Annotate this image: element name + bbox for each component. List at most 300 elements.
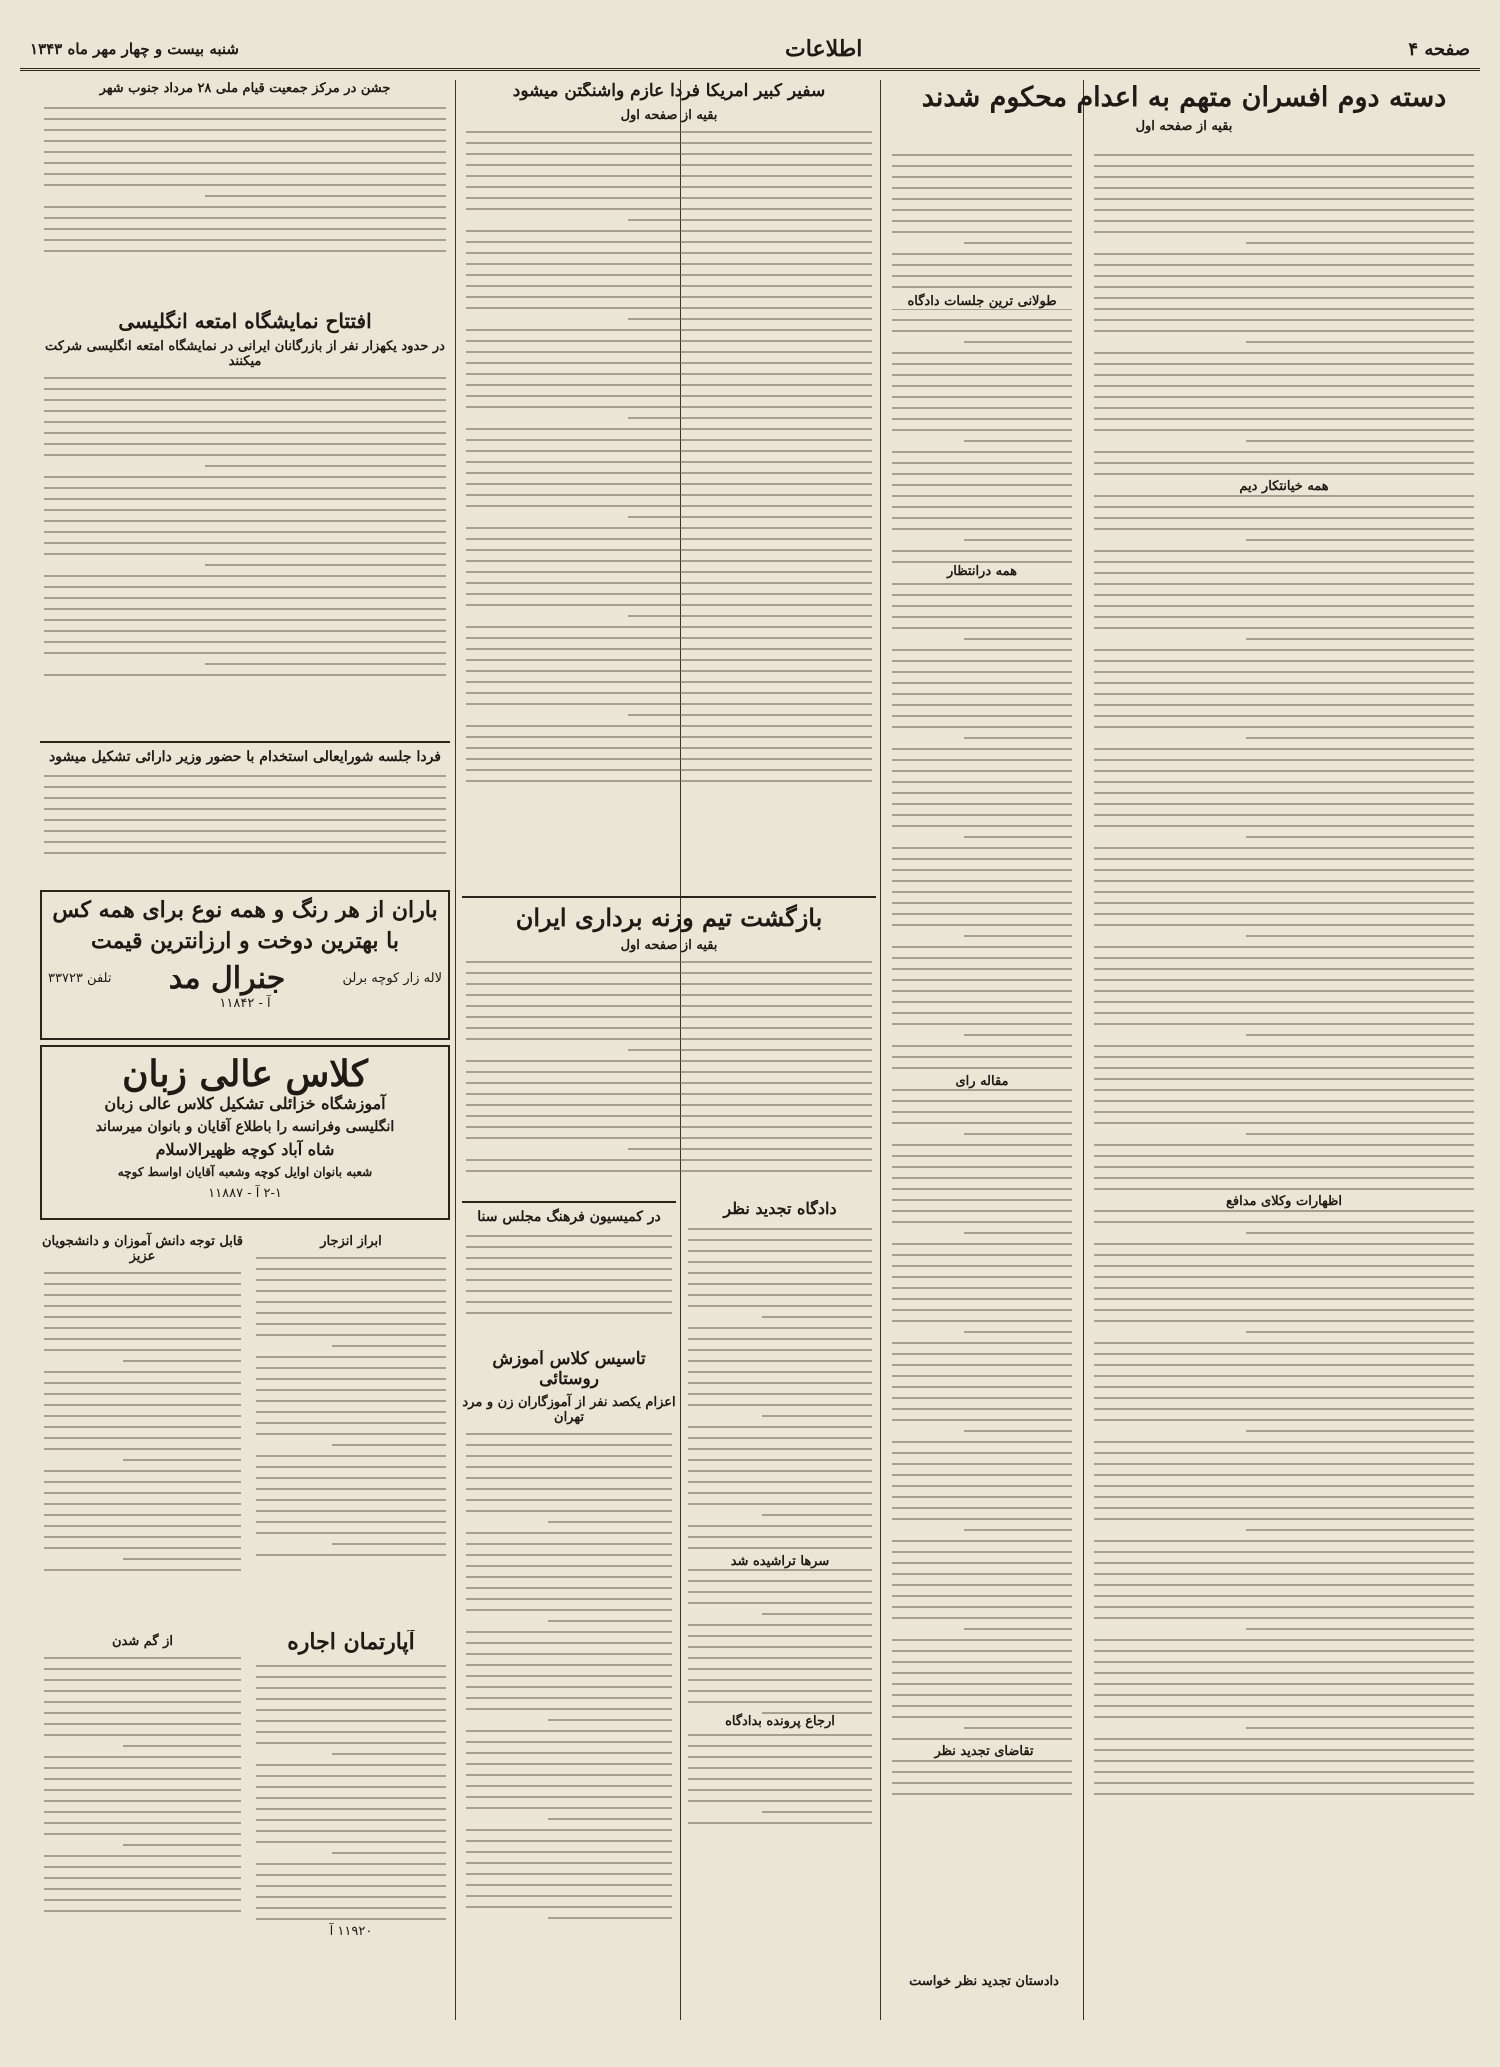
text-line bbox=[44, 1294, 241, 1296]
text-line bbox=[964, 1529, 1072, 1531]
text-line bbox=[892, 1496, 1072, 1498]
text-line bbox=[44, 1283, 241, 1285]
commission-headline: در کمیسیون فرهنگ مجلس سنا bbox=[477, 1209, 661, 1225]
text-line bbox=[466, 406, 872, 408]
text-line bbox=[762, 1613, 872, 1615]
text-line bbox=[1094, 1496, 1474, 1498]
text-line bbox=[123, 1844, 241, 1846]
text-line bbox=[762, 1415, 872, 1417]
text-line bbox=[44, 421, 446, 423]
text-line bbox=[44, 432, 446, 434]
text-line bbox=[256, 1521, 446, 1523]
text-line bbox=[1094, 979, 1474, 981]
text-line bbox=[892, 330, 1072, 332]
general-mod-code: آ - ۱۱۸۴۲ bbox=[219, 995, 271, 1011]
text-line bbox=[466, 983, 872, 985]
text-line bbox=[1094, 605, 1474, 607]
text-line bbox=[44, 630, 446, 632]
text-line bbox=[892, 605, 1072, 607]
text-line bbox=[892, 1265, 1072, 1267]
text-line bbox=[892, 1562, 1072, 1564]
text-line bbox=[892, 1716, 1072, 1718]
text-line bbox=[892, 847, 1072, 849]
text-line bbox=[688, 1261, 872, 1263]
text-line bbox=[892, 781, 1072, 783]
text-line bbox=[332, 1444, 446, 1446]
text-line bbox=[1094, 1573, 1474, 1575]
text-line bbox=[466, 1851, 672, 1853]
text-line bbox=[1094, 363, 1474, 365]
text-line bbox=[466, 285, 872, 287]
text-line bbox=[1094, 1694, 1474, 1696]
text-line bbox=[466, 1730, 672, 1732]
text-line bbox=[466, 439, 872, 441]
text-line bbox=[256, 1665, 446, 1667]
text-line bbox=[892, 1309, 1072, 1311]
text-line bbox=[1094, 1309, 1474, 1311]
text-line bbox=[892, 352, 1072, 354]
general-mod-phone: تلفن ۳۳۷۲۳ bbox=[48, 970, 112, 986]
text-line bbox=[688, 1305, 872, 1307]
text-line bbox=[466, 241, 872, 243]
text-line bbox=[1094, 1441, 1474, 1443]
text-line bbox=[688, 1349, 872, 1351]
text-line bbox=[466, 1499, 672, 1501]
weightlifting-headline: بازگشت تیم وزنه برداری ایران bbox=[515, 903, 823, 932]
text-line bbox=[1094, 1485, 1474, 1487]
text-line bbox=[1094, 1474, 1474, 1476]
text-line bbox=[44, 1514, 241, 1516]
text-line bbox=[466, 1005, 872, 1007]
text-line bbox=[688, 1635, 872, 1637]
text-line bbox=[466, 1038, 872, 1040]
text-line bbox=[466, 549, 872, 551]
text-line bbox=[466, 494, 872, 496]
text-line bbox=[892, 1650, 1072, 1652]
text-line bbox=[892, 770, 1072, 772]
text-line bbox=[256, 1797, 446, 1799]
text-line bbox=[892, 385, 1072, 387]
text-line bbox=[892, 1122, 1072, 1124]
text-line bbox=[466, 571, 872, 573]
text-line bbox=[892, 264, 1072, 266]
text-line bbox=[1094, 1793, 1474, 1795]
weightlifting-continued: بقیه از صفحه اول bbox=[620, 937, 718, 953]
text-line bbox=[44, 1855, 241, 1857]
text-line bbox=[548, 1818, 672, 1820]
text-line bbox=[1246, 1628, 1474, 1630]
text-line bbox=[892, 682, 1072, 684]
text-line bbox=[256, 1554, 446, 1556]
text-line bbox=[1094, 649, 1474, 651]
text-line bbox=[1094, 583, 1474, 585]
text-line bbox=[466, 703, 872, 705]
text-line bbox=[44, 1349, 241, 1351]
text-line bbox=[1094, 1265, 1474, 1267]
text-line bbox=[892, 1056, 1072, 1058]
text-line bbox=[466, 175, 872, 177]
text-line bbox=[1094, 561, 1474, 563]
text-line bbox=[964, 737, 1072, 739]
text-line bbox=[466, 395, 872, 397]
text-line bbox=[964, 242, 1072, 244]
text-line bbox=[892, 759, 1072, 761]
celebration-article bbox=[40, 82, 450, 302]
text-line bbox=[44, 852, 446, 854]
divider bbox=[462, 1201, 676, 1203]
text-line bbox=[466, 1554, 672, 1556]
text-line bbox=[892, 902, 1072, 904]
text-line bbox=[44, 228, 446, 230]
text-line bbox=[1094, 803, 1474, 805]
text-line bbox=[1094, 968, 1474, 970]
text-line bbox=[892, 1540, 1072, 1542]
text-line bbox=[1246, 935, 1474, 937]
text-line bbox=[892, 1276, 1072, 1278]
divider bbox=[40, 741, 450, 743]
text-line bbox=[892, 1441, 1072, 1443]
text-line bbox=[688, 1283, 872, 1285]
text-line bbox=[1094, 1100, 1474, 1102]
text-line bbox=[256, 1466, 446, 1468]
text-line bbox=[256, 1356, 446, 1358]
text-line bbox=[466, 1653, 672, 1655]
text-line bbox=[688, 1778, 872, 1780]
text-line bbox=[44, 1382, 241, 1384]
text-line bbox=[466, 362, 872, 364]
text-line bbox=[892, 616, 1072, 618]
text-line bbox=[1094, 1408, 1474, 1410]
text-line bbox=[466, 1235, 672, 1237]
text-line bbox=[892, 1408, 1072, 1410]
text-line bbox=[1246, 1133, 1474, 1135]
text-line bbox=[892, 1694, 1072, 1696]
language-class-line-2: انگلیسی وفرانسه را باطلاع آقایان و بانوان میرساند bbox=[95, 1119, 395, 1136]
text-line bbox=[892, 1705, 1072, 1707]
text-line bbox=[466, 1126, 872, 1128]
text-line bbox=[1094, 286, 1474, 288]
officers-sub-5: مقاله رای bbox=[888, 1074, 1076, 1089]
text-line bbox=[1094, 1089, 1474, 1091]
text-line bbox=[466, 164, 872, 166]
text-line bbox=[44, 841, 446, 843]
text-line bbox=[1094, 1716, 1474, 1718]
ambassador-continued: بقیه از صفحه اول bbox=[620, 107, 718, 123]
text-line bbox=[44, 608, 446, 610]
text-line bbox=[466, 560, 872, 562]
text-line bbox=[688, 1272, 872, 1274]
text-line bbox=[1094, 396, 1474, 398]
text-line bbox=[688, 1239, 872, 1241]
text-line bbox=[1094, 704, 1474, 706]
text-line bbox=[466, 252, 872, 254]
text-line bbox=[1094, 990, 1474, 992]
text-line bbox=[466, 373, 872, 375]
text-line bbox=[892, 1012, 1072, 1014]
text-line bbox=[892, 660, 1072, 662]
text-line bbox=[688, 1360, 872, 1362]
text-line bbox=[256, 1720, 446, 1722]
text-line bbox=[1094, 1705, 1474, 1707]
text-line bbox=[1094, 594, 1474, 596]
text-line bbox=[892, 990, 1072, 992]
text-line bbox=[256, 1709, 446, 1711]
text-line bbox=[256, 1687, 446, 1689]
lost-title: از گم شدن bbox=[111, 1634, 174, 1649]
text-line bbox=[1246, 1430, 1474, 1432]
apartment-title: آپارتمان اجاره bbox=[287, 1630, 415, 1655]
text-line bbox=[44, 443, 446, 445]
text-line bbox=[256, 1510, 446, 1512]
officers-headline: دسته دوم افسران متهم به اعدام محکوم شدند bbox=[921, 82, 1447, 113]
text-line bbox=[1094, 1551, 1474, 1553]
text-line bbox=[1094, 187, 1474, 189]
text-line bbox=[688, 1327, 872, 1329]
text-line bbox=[466, 1433, 672, 1435]
text-line bbox=[1246, 1727, 1474, 1729]
text-line bbox=[466, 1246, 672, 1248]
text-line bbox=[44, 250, 446, 252]
language-class-code: ۲-۱ آ - ۱۱۸۸۷ bbox=[208, 1185, 282, 1201]
text-line bbox=[466, 626, 872, 628]
text-line bbox=[205, 663, 446, 665]
text-line bbox=[466, 961, 872, 963]
text-line bbox=[1094, 264, 1474, 266]
text-line bbox=[1094, 1452, 1474, 1454]
text-line bbox=[1094, 858, 1474, 860]
text-line bbox=[256, 1290, 446, 1292]
general-mod-line-2: با بهترین دوخت و ارزانترین قیمت bbox=[91, 928, 399, 955]
text-line bbox=[466, 142, 872, 144]
text-line bbox=[892, 924, 1072, 926]
text-line bbox=[892, 209, 1072, 211]
text-line bbox=[44, 151, 446, 153]
text-line bbox=[44, 1877, 241, 1879]
text-line bbox=[1094, 627, 1474, 629]
text-line bbox=[466, 1466, 672, 1468]
text-line bbox=[892, 418, 1072, 420]
text-line bbox=[256, 1389, 446, 1391]
apartment-code: ۱۱۹۲۰ آ bbox=[329, 1924, 373, 1940]
text-line bbox=[1094, 1639, 1474, 1641]
text-line bbox=[1246, 836, 1474, 838]
text-line bbox=[688, 1679, 872, 1681]
text-line bbox=[44, 1679, 241, 1681]
officers-sub-2: همه درانتظار bbox=[888, 564, 1076, 579]
text-line bbox=[762, 1514, 872, 1516]
text-line bbox=[1094, 319, 1474, 321]
text-line bbox=[688, 1459, 872, 1461]
divider bbox=[462, 896, 876, 898]
text-line bbox=[466, 1829, 672, 1831]
text-line bbox=[892, 451, 1072, 453]
court-sub-2-wrap bbox=[684, 1710, 876, 1740]
text-line bbox=[1094, 913, 1474, 915]
text-line bbox=[892, 1771, 1072, 1773]
text-line bbox=[1094, 770, 1474, 772]
officers-subheads bbox=[888, 290, 1076, 330]
text-line bbox=[892, 231, 1072, 233]
text-line bbox=[44, 1800, 241, 1802]
text-line bbox=[1094, 154, 1474, 156]
text-line bbox=[1094, 1364, 1474, 1366]
text-line bbox=[1094, 253, 1474, 255]
text-line bbox=[1094, 1463, 1474, 1465]
court-review-headline: دادگاه تجدید نظر bbox=[723, 1200, 837, 1218]
text-line bbox=[44, 797, 446, 799]
text-line bbox=[1094, 847, 1474, 849]
text-line bbox=[466, 197, 872, 199]
text-line bbox=[1094, 1342, 1474, 1344]
text-line bbox=[1094, 330, 1474, 332]
text-line bbox=[44, 1778, 241, 1780]
text-line bbox=[466, 1763, 672, 1765]
text-line bbox=[892, 1617, 1072, 1619]
text-line bbox=[1094, 517, 1474, 519]
officers-sub-5-wrap bbox=[888, 1070, 1076, 1100]
text-line bbox=[44, 808, 446, 810]
text-line bbox=[466, 1587, 672, 1589]
text-line bbox=[1094, 792, 1474, 794]
text-line bbox=[892, 187, 1072, 189]
text-line bbox=[256, 1433, 446, 1435]
text-line bbox=[44, 542, 446, 544]
paper-name: اطلاعات bbox=[785, 36, 863, 62]
text-line bbox=[466, 637, 872, 639]
text-line bbox=[256, 1378, 446, 1380]
text-line bbox=[44, 399, 446, 401]
text-line bbox=[892, 528, 1072, 530]
text-line bbox=[1094, 176, 1474, 178]
text-line bbox=[44, 162, 446, 164]
text-line bbox=[466, 1840, 672, 1842]
text-line bbox=[256, 1400, 446, 1402]
text-line bbox=[1094, 1375, 1474, 1377]
text-line bbox=[44, 674, 446, 676]
text-line bbox=[1094, 1243, 1474, 1245]
text-line bbox=[1246, 1034, 1474, 1036]
text-line bbox=[892, 1595, 1072, 1597]
text-line bbox=[44, 531, 446, 533]
text-line bbox=[44, 509, 446, 511]
text-line bbox=[892, 1177, 1072, 1179]
text-line bbox=[1094, 1507, 1474, 1509]
text-line bbox=[44, 786, 446, 788]
text-line bbox=[892, 671, 1072, 673]
notice-column-right bbox=[252, 1230, 450, 1620]
text-line bbox=[964, 1232, 1072, 1234]
text-line bbox=[892, 176, 1072, 178]
text-line bbox=[892, 1320, 1072, 1322]
text-line bbox=[892, 814, 1072, 816]
text-line bbox=[1094, 1177, 1474, 1179]
text-line bbox=[548, 1521, 672, 1523]
text-line bbox=[466, 1884, 672, 1886]
text-line bbox=[1094, 880, 1474, 882]
text-line bbox=[892, 495, 1072, 497]
text-line bbox=[1094, 825, 1474, 827]
text-line bbox=[466, 1642, 672, 1644]
text-line bbox=[892, 979, 1072, 981]
text-line bbox=[1094, 418, 1474, 420]
officers-sub-3: همه خیانتکار دیم bbox=[1090, 479, 1478, 494]
text-line bbox=[44, 1536, 241, 1538]
text-line bbox=[892, 363, 1072, 365]
text-line bbox=[688, 1228, 872, 1230]
text-line bbox=[466, 450, 872, 452]
text-line bbox=[44, 1481, 241, 1483]
text-line bbox=[1094, 374, 1474, 376]
text-line bbox=[256, 1786, 446, 1788]
text-line bbox=[1094, 1122, 1474, 1124]
text-line bbox=[688, 1580, 872, 1582]
text-line bbox=[466, 1444, 672, 1446]
text-line bbox=[44, 1305, 241, 1307]
text-line bbox=[466, 1477, 672, 1479]
text-line bbox=[466, 1774, 672, 1776]
text-line bbox=[628, 714, 872, 716]
exhibition-sub: در حدود یکهزار نفر از بازرگانان ایرانی در نمایشگاه امتعه انگلیسی شرکت میکنند bbox=[45, 339, 445, 369]
notice-title-1: ابراز انزجار bbox=[320, 1234, 382, 1249]
text-line bbox=[466, 648, 872, 650]
text-line bbox=[44, 830, 446, 832]
text-line bbox=[688, 1701, 872, 1703]
text-line bbox=[1094, 352, 1474, 354]
text-line bbox=[256, 1279, 446, 1281]
court-sub-3-wrap bbox=[890, 1740, 1078, 1770]
text-line bbox=[44, 1833, 241, 1835]
text-line bbox=[44, 498, 446, 500]
language-class-line-3: شاه آباد کوچه ظهیرالاسلام bbox=[155, 1140, 335, 1160]
notice-column-left bbox=[40, 1230, 245, 1620]
text-line bbox=[466, 1488, 672, 1490]
text-line bbox=[688, 1448, 872, 1450]
text-line bbox=[688, 1393, 872, 1395]
text-line bbox=[1094, 1298, 1474, 1300]
text-line bbox=[892, 165, 1072, 167]
text-line bbox=[466, 1576, 672, 1578]
text-line bbox=[466, 1543, 672, 1545]
text-line bbox=[256, 1764, 446, 1766]
text-line bbox=[688, 1690, 872, 1692]
text-line bbox=[892, 1584, 1072, 1586]
text-line bbox=[1094, 1166, 1474, 1168]
language-class-ad bbox=[40, 1045, 450, 1220]
text-line bbox=[892, 275, 1072, 277]
text-line bbox=[466, 994, 872, 996]
text-line bbox=[256, 1411, 446, 1413]
text-line bbox=[1094, 1771, 1474, 1773]
text-line bbox=[466, 1082, 872, 1084]
text-line bbox=[466, 692, 872, 694]
text-line bbox=[1094, 165, 1474, 167]
text-line bbox=[1246, 737, 1474, 739]
text-line bbox=[1094, 1562, 1474, 1564]
text-line bbox=[256, 1455, 446, 1457]
text-line bbox=[256, 1918, 446, 1920]
text-line bbox=[1094, 869, 1474, 871]
text-line bbox=[466, 1598, 672, 1600]
officers-continued: بقیه از صفحه اول bbox=[1135, 119, 1233, 135]
text-line bbox=[466, 1104, 872, 1106]
text-line bbox=[466, 186, 872, 188]
text-line bbox=[44, 1690, 241, 1692]
text-line bbox=[892, 704, 1072, 706]
text-line bbox=[466, 736, 872, 738]
text-line bbox=[44, 1811, 241, 1813]
text-line bbox=[44, 1371, 241, 1373]
text-line bbox=[892, 1045, 1072, 1047]
